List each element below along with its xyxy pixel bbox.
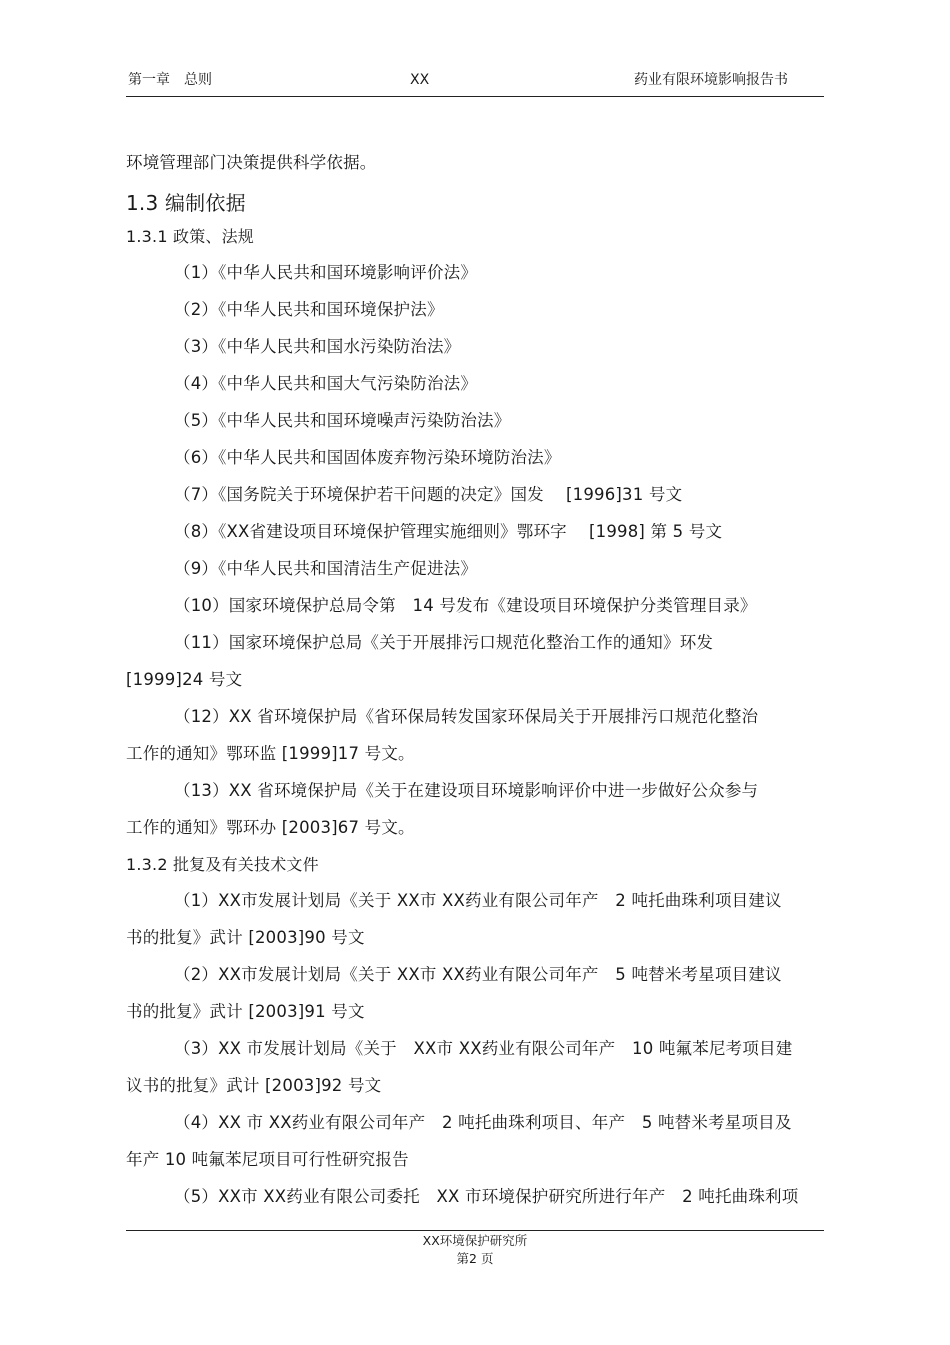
law-item-11: （11）国家环境保护总局《关于开展排污口规范化整治工作的通知》环发 xyxy=(174,633,714,652)
approval-item-1: （1）XX市发展计划局《关于 XX市 XX药业有限公司年产 2 吨托曲珠利项目建议 xyxy=(174,891,782,910)
law-item: （10）国家环境保护总局令第 14 号发布《建设项目环境保护分类管理目录》 xyxy=(174,596,757,615)
law-item: （9）《中华人民共和国清洁生产促进法》 xyxy=(174,559,478,578)
section-title: 1.3 编制依据 xyxy=(126,191,246,215)
law-item: （2）《中华人民共和国环境保护法》 xyxy=(174,300,444,319)
law-item: （8）《XX省建设项目环境保护管理实施细则》鄂环字 [1998] 第 5 号文 xyxy=(174,522,723,541)
subsection-title-policies: 1.3.1 政策、法规 xyxy=(126,227,254,246)
footer-divider xyxy=(126,1230,824,1231)
approval-item-5: （5）XX市 XX药业有限公司委托 XX 市环境保护研究所进行年产 2 吨托曲珠利项 xyxy=(174,1187,799,1206)
page-body xyxy=(126,148,826,1219)
approval-item-4: （4）XX 市 XX药业有限公司年产 2 吨托曲珠利项目、年产 5 吨替米考星项目及 xyxy=(174,1113,792,1132)
law-item-12: （12）XX 省环境保护局《省环保局转发国家环保局关于开展排污口规范化整治 xyxy=(174,707,759,726)
header-chapter: 第一章 总则 xyxy=(128,72,212,88)
law-item: （3）《中华人民共和国水污染防治法》 xyxy=(174,337,461,356)
law-item: （7）《国务院关于环境保护若干问题的决定》国发 [1996]31 号文 xyxy=(174,485,683,504)
law-item: （1）《中华人民共和国环境影响评价法》 xyxy=(174,263,478,282)
approval-item-1-cont: 书的批复》武计 [2003]90 号文 xyxy=(126,928,365,947)
law-item-11-cont: [1999]24 号文 xyxy=(126,670,243,689)
header-company: XX xyxy=(410,72,430,88)
approval-item-2-cont: 书的批复》武计 [2003]91 号文 xyxy=(126,1002,365,1021)
header-report-title: 药业有限环境影响报告书 xyxy=(634,72,788,88)
law-item-12-cont: 工作的通知》鄂环监 [1999]17 号文。 xyxy=(126,744,415,763)
law-item: （4）《中华人民共和国大气污染防治法》 xyxy=(174,374,478,393)
page-header xyxy=(126,70,824,97)
footer-organization: XX环境保护研究所 xyxy=(422,1233,528,1248)
continuation-text: 环境管理部门决策提供科学依据。 xyxy=(126,153,377,172)
page-number: 第2 页 xyxy=(456,1251,494,1266)
approval-item-2: （2）XX市发展计划局《关于 XX市 XX药业有限公司年产 5 吨替米考星项目建议 xyxy=(174,965,782,984)
law-item-13: （13）XX 省环境保护局《关于在建设项目环境影响评价中进一步做好公众参与 xyxy=(174,781,759,800)
approval-item-3: （3）XX 市发展计划局《关于 XX市 XX药业有限公司年产 10 吨氟苯尼考项目建 xyxy=(174,1039,793,1058)
subsection-title-approvals: 1.3.2 批复及有关技术文件 xyxy=(126,855,319,874)
approval-item-3-cont: 议书的批复》武计 [2003]92 号文 xyxy=(126,1076,382,1095)
law-item: （6）《中华人民共和国固体废弃物污染环境防治法》 xyxy=(174,448,561,467)
law-item: （5）《中华人民共和国环境噪声污染防治法》 xyxy=(174,411,511,430)
law-item-13-cont: 工作的通知》鄂环办 [2003]67 号文。 xyxy=(126,818,415,837)
approval-item-4-cont: 年产 10 吨氟苯尼项目可行性研究报告 xyxy=(126,1150,409,1169)
